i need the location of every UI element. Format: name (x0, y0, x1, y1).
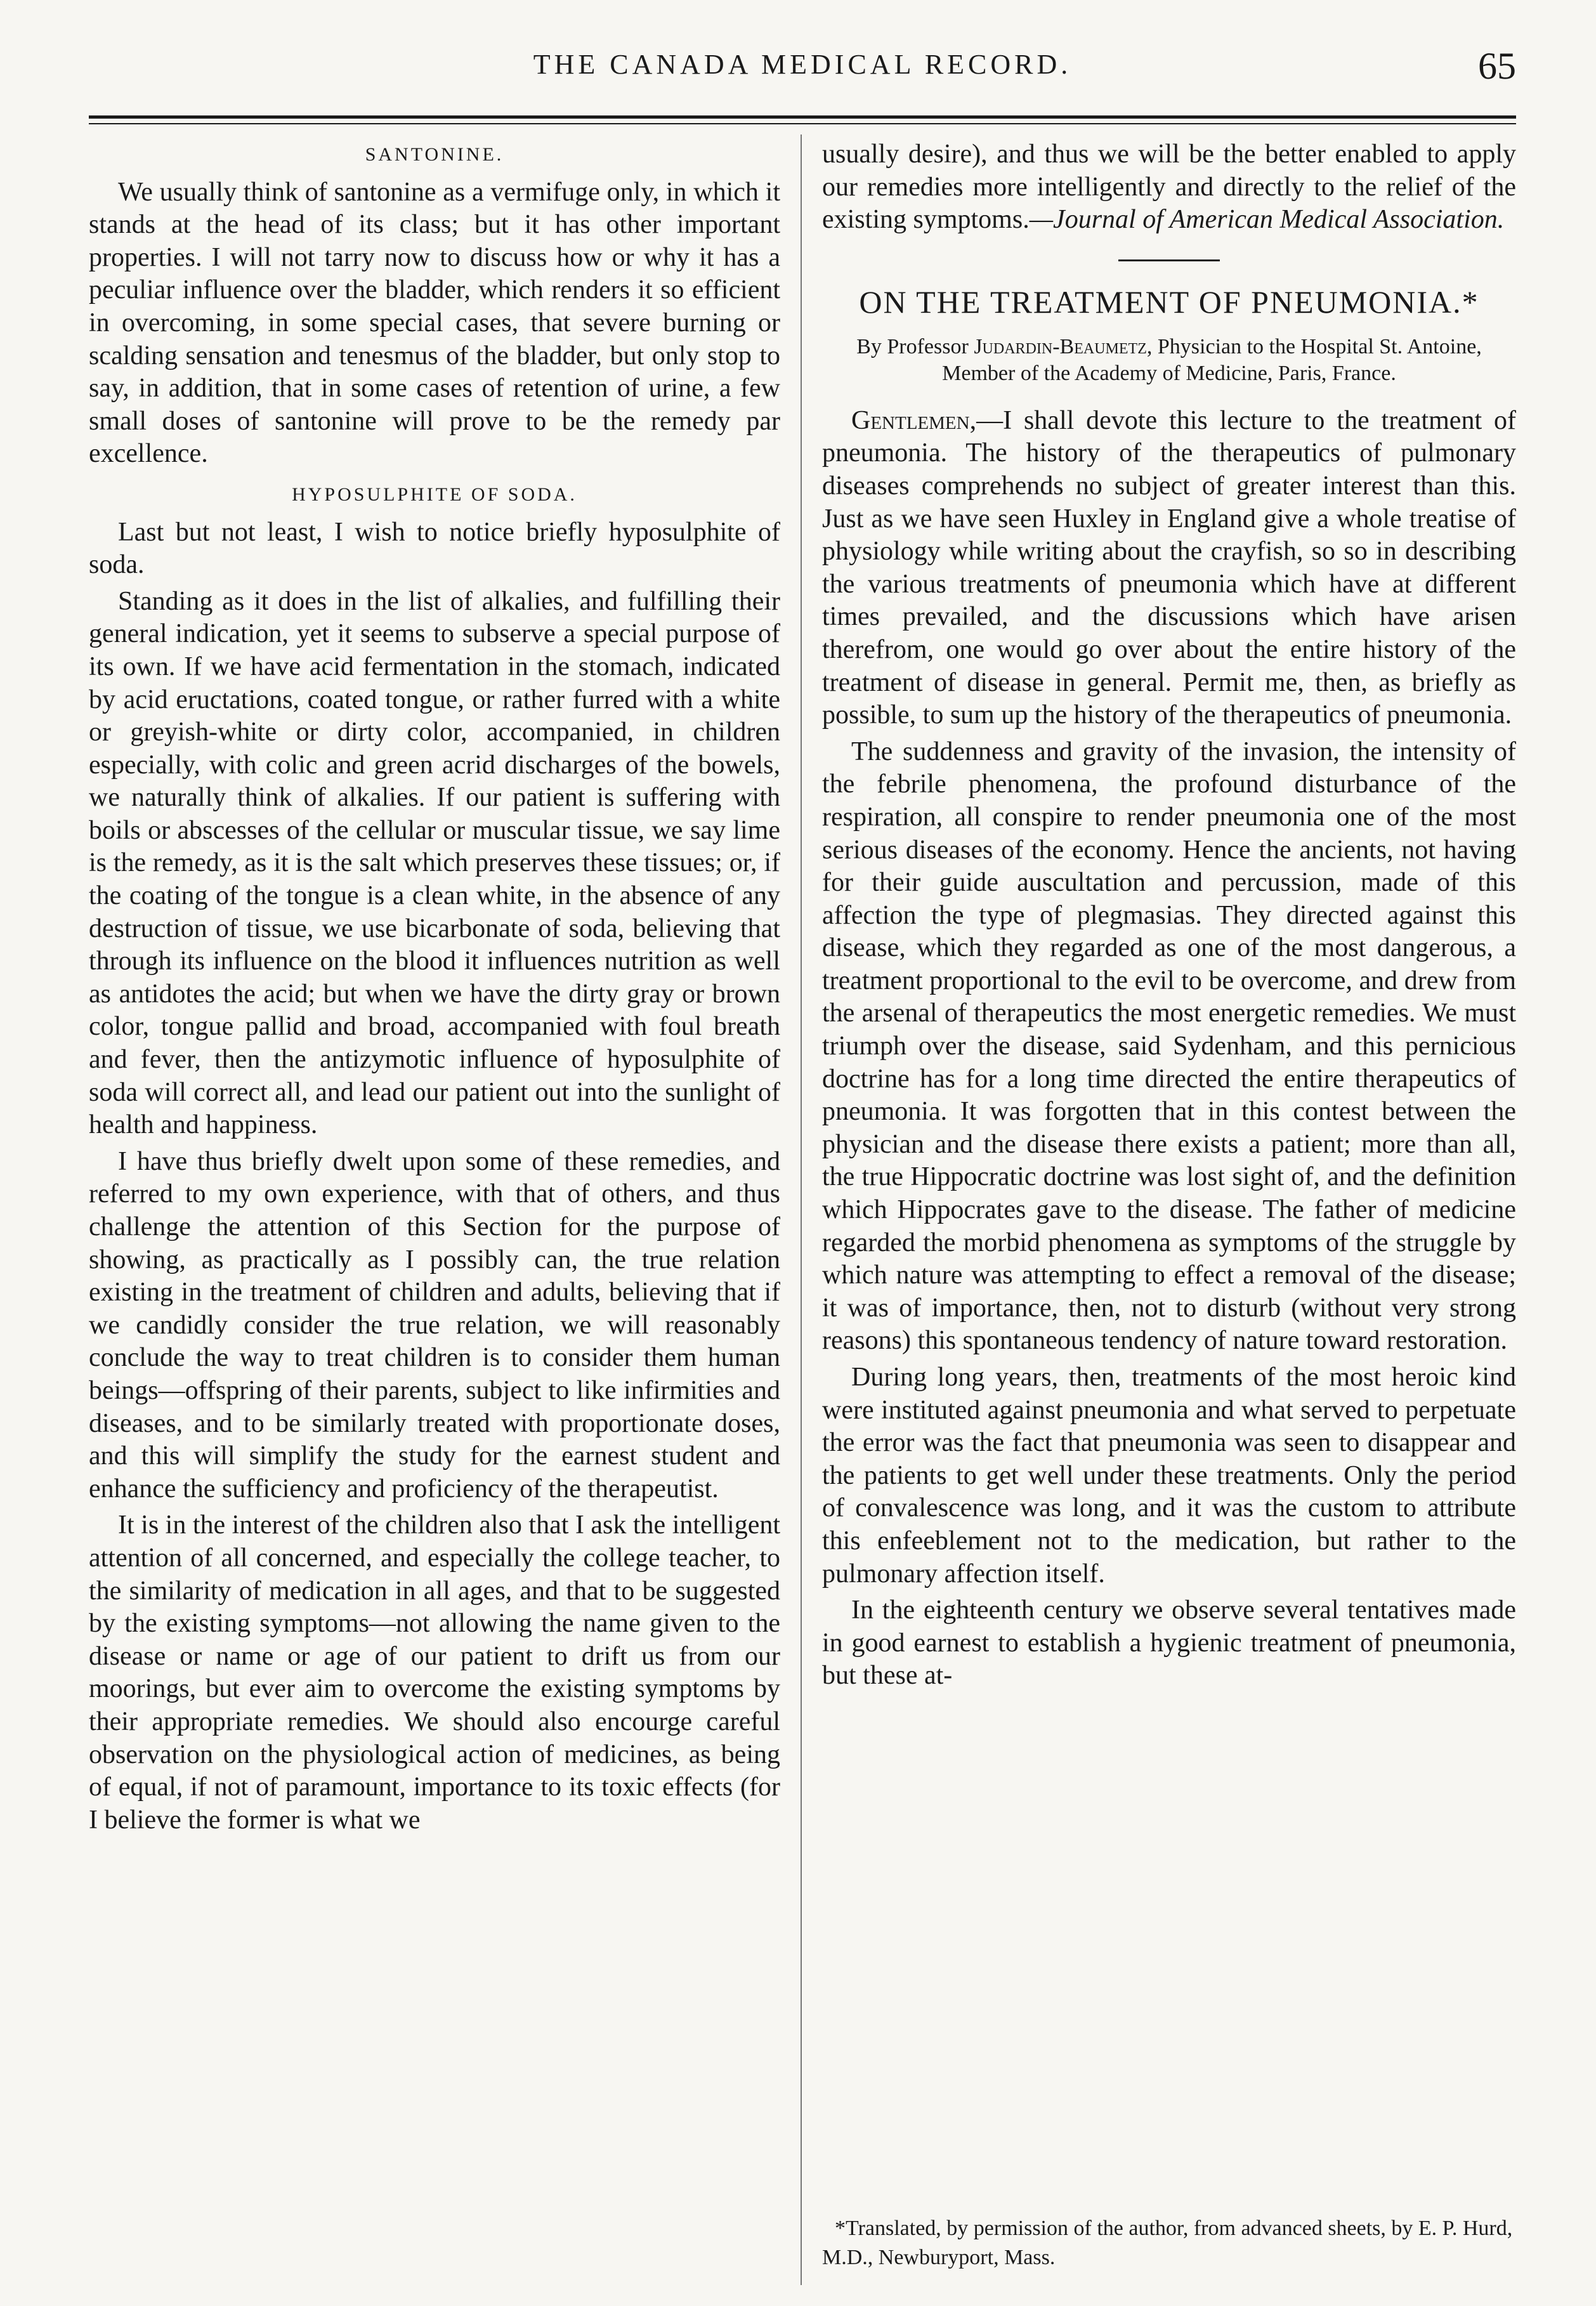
journal-citation: —Journal of American Medical Association. (1029, 205, 1505, 235)
article-paragraph-1 (822, 405, 1516, 732)
hyposulphite-paragraph-2: Standing as it does in the list of alkalies, and fulfilling their general indication, yet it seems to subserve a special purpose of its own. If we have acid fermentation in the stomach, indicated by acid eructations, coated tongue, or rather furred with a white or greyish-white or dirty color, accompanied, in children especially, with colic and green acrid discharges of the bowels, we naturally think of alkalies. If our patient is suffering with boils or abscesses of the cellular or muscular tissue, we say lime is the remedy, as it is the salt which preserves these tissues; or, if the coating of the tongue is a clean white, in the absence of any destruction of tissue, we use bicarbonate of soda, believing that through its influence on the blood it influences nutrition as well as antidotes the acid; but when we have the dirty gray or brown color, tongue pallid and broad, accompanied with foul breath and fever, then the antizymotic influence of hyposulphite of soda will correct all, and lead our patient out into the sunlight of health and happiness. (89, 586, 780, 1140)
santonine-paragraph: We usually think of santonine as a vermifuge only, in which it stands at the head of its class; but it has other important properties. I will not tarry now to discuss how or why it has a peculiar influence over the bladder, which renders it so efficient in overcoming, in some special cases, that severe burning or scalding sensation and tenesmus of the bladder, but only stop to say, in addition, that in some cases of retention of urine, a few small doses of santonine will prove to be the remedy par excellence. (89, 177, 780, 469)
left-column (89, 138, 780, 1837)
section-heading-hyposulphite: HYPOSULPHITE OF SODA. (292, 483, 577, 505)
hyposulphite-paragraph-4: It is in the interest of the children also that I ask the intelligent attention of all concerned, and especially the college teacher, to the similarity of medication in all ages, and that to be suggested by the existing symptoms—not allowing the name given to the disease or name or age of our patient to drift us from our moorings, but ever aim to overcome the existing symptoms by their appropriate remedies. We should also encourge careful observation on the physiological action of medicines, as being of equal, if not of paramount, importance to its toxic effects (for I believe the former is what we (89, 1510, 780, 1835)
byline-prefix: By Professor (856, 334, 969, 358)
byline (841, 334, 1497, 387)
footnote (822, 2214, 1516, 2272)
page-number: 65 (1478, 45, 1516, 87)
article-paragraph-1-text: —I shall devote this lecture to the treatment of pneumonia. The history of the therapeutics of pulmonary diseases comprehends no subject of greater interest than this. Just as we have seen Huxley in England give a whole treatise of physiology while writing about the crayfish, so so in describing the various treatments of pneumonia which have at different times prevailed, and the discussions which have arisen therefrom, one would go over about the entire history of the treatment of disease in general. Permit me, then, as briefly as possible, to sum up the history of the therapeutics of pneumonia. (822, 405, 1516, 730)
hyposulphite-paragraph-1: Last but not least, I wish to notice briefly hyposulphite of soda. (89, 517, 780, 580)
header-rule-thick (89, 115, 1516, 119)
page-header (89, 45, 1516, 93)
article-separator (1118, 259, 1220, 261)
salutation: Gentlemen, (851, 405, 977, 435)
byline-affiliation: Physician to the Hospital St. Antoine, Member of the Academy of Medicine, Paris, France. (942, 334, 1482, 385)
hyposulphite-paragraph-3: I have thus briefly dwelt upon some of these remedies, and referred to my own experience, with that of others, and thus challenge the attention of this Section for the purpose of showing, as practically as I possibly can, the true relation existing in the treatment of children and adults, believing that if we candidly consider the true relation, we will reasonably conclude the way to treat children is to consider them human beings—offspring of their parents, subject to like infirmities and diseases, and to be similarly treated with proportionate doses, and this will simplify the study for the earnest student and enhance the sufficiency and proficiency of the therapeutist. (89, 1146, 780, 1503)
running-title: THE CANADA MEDICAL RECORD. (533, 49, 1072, 80)
right-column (822, 138, 1516, 1693)
continuation-paragraph (822, 138, 1516, 237)
article-paragraph-3: During long years, then, treatments of the most heroic kind were instituted against pneumonia and what served to perpetuate the error was the fact that pneumonia was seen to disappear and the patients to get well under these treatments. Only the period of convalescence was long, and it was the custom to attribute this enfeeblement not to the medication, but rather to the pulmonary affection itself. (822, 1363, 1516, 1589)
column-divider (801, 134, 802, 2285)
header-rule-thin (89, 123, 1516, 124)
article-paragraph-2: The suddenness and gravity of the invasion, the intensity of the febrile phenomena, the profound disturbance of the respiration, all conspire to render pneumonia one of the most serious diseases of the economy. Hence the ancients, not having for their guide auscultation and percussion, made of this affection the type of plegmasias. They directed against this disease, which they regarded as one of the most dangerous, a treatment proportional to the evil to be overcome, and drew from the arsenal of therapeutics the most energetic remedies. We must triumph over the disease, said Sydenham, and this pernicious doctrine has for a long time directed the entire therapeutics of pneumonia. It was forgotten that in this contest between the physician and the disease there exists a patient; more than all, the true Hippocratic doctrine was lost sight of, and the definition which Hippocrates gave to the disease. The father of medicine regarded the morbid phenomena as symptoms of the struggle by which nature was attempting to effect a removal of the disease; it was of importance, then, not to disturb (without very strong reasons) this spontaneous tendency of nature toward restoration. (822, 737, 1516, 1356)
article-paragraph-4: In the eighteenth century we observe several tentatives made in good earnest to establish a hygienic treatment of pneumonia, but these at- (822, 1595, 1516, 1691)
article-title: ON THE TREATMENT OF PNEUMONIA.* (859, 284, 1479, 320)
byline-author: Judardin-Beaumetz, (974, 334, 1153, 358)
continuation-text: usually desire), and thus we will be the better enabled to apply our remedies more intelligently and directly to the relief of the existing symptoms. (822, 140, 1516, 235)
section-heading-santonine: SANTONINE. (365, 144, 504, 165)
footnote-text: *Translated, by permission of the author, from advanced sheets, by E. P. Hurd, M.D., Newburyport, Mass. (822, 2217, 1513, 2269)
